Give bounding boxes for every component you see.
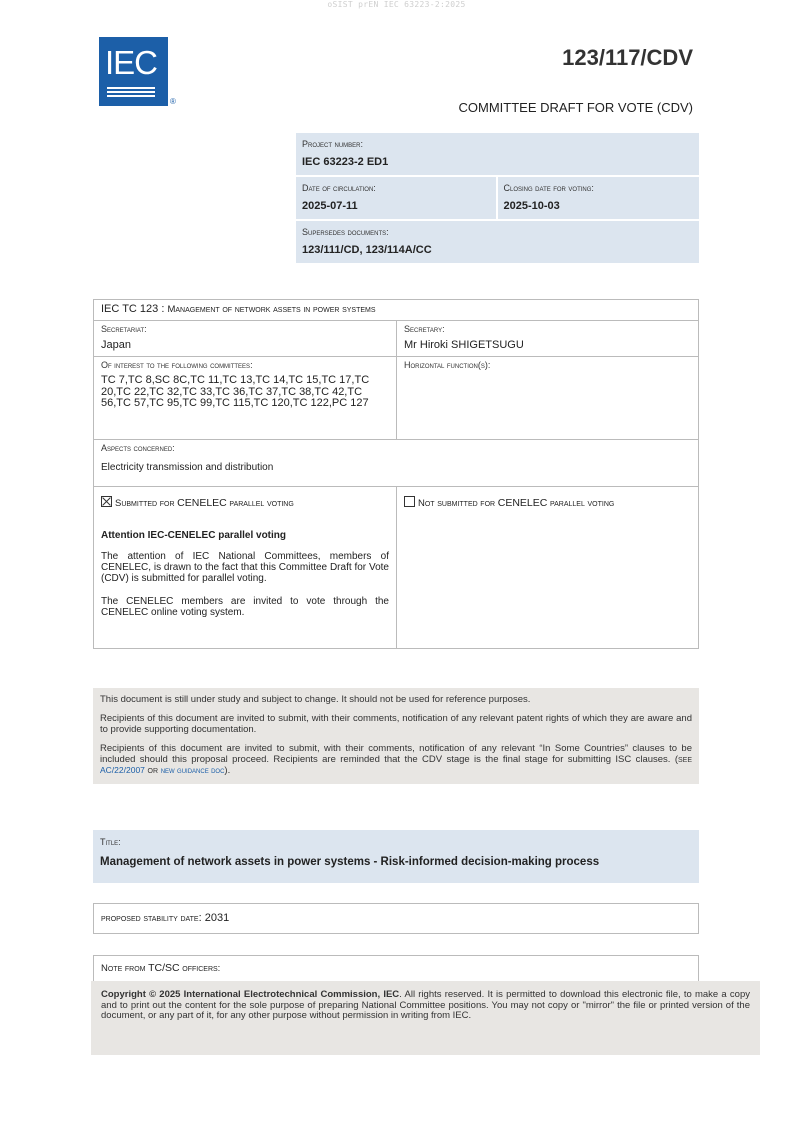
submitted-cenelec: CENELEC bbox=[177, 497, 227, 509]
tc-row bbox=[94, 300, 698, 321]
tc-name: Management of network assets in power systems bbox=[167, 304, 376, 315]
aspects-label: Aspects concerned: bbox=[101, 443, 175, 453]
notice-p3-text: Recipients of this document are invited to submit, with their comments, notification of any relevant “In Some Countries” clauses to be included should this proposal proceed. Recipients are reminded that the CDV stage is the final stage for submitting ISC clauses. ( bbox=[100, 743, 692, 765]
not-submitted-option bbox=[404, 496, 691, 509]
stability-value: 2031 bbox=[204, 912, 230, 924]
not-submitted-cenelec: CENELEC bbox=[497, 497, 548, 509]
horizontal-label: Horizontal function(s): bbox=[404, 360, 491, 370]
notice-p3 bbox=[100, 743, 692, 776]
logo-text: IEC bbox=[105, 44, 158, 81]
stability-sep: : bbox=[198, 912, 205, 924]
copyright-bold: Copyright © 2025 International Electrotechnical Commission, IEC bbox=[101, 989, 400, 1000]
secretary-value: Mr Hiroki SHIGETSUGU bbox=[404, 339, 524, 351]
aspects-cell bbox=[94, 440, 698, 486]
document-type: COMMITTEE DRAFT FOR VOTE (CDV) bbox=[458, 100, 693, 115]
submitted-cell bbox=[94, 487, 396, 648]
note-label-end: officers: bbox=[179, 963, 221, 974]
project-info-box bbox=[296, 133, 699, 263]
horizontal-cell bbox=[396, 357, 698, 439]
notice-close: ). bbox=[224, 765, 231, 776]
title-box bbox=[93, 830, 699, 883]
secretariat-row bbox=[94, 321, 698, 357]
document-number: 123/117/CDV bbox=[562, 45, 693, 70]
logo-line bbox=[107, 95, 155, 97]
see-text: see bbox=[677, 754, 692, 765]
project-number-label: Project number: bbox=[302, 139, 364, 149]
project-number-cell bbox=[296, 133, 699, 177]
empty-checkbox-icon bbox=[404, 496, 415, 507]
submitted-option bbox=[101, 496, 389, 509]
tc-prefix: IEC TC 123 : bbox=[101, 303, 168, 315]
dates-row bbox=[296, 177, 699, 221]
project-number: IEC 63223-2 ED1 bbox=[302, 156, 389, 168]
document-title: Management of network assets in power systems - Risk-informed decision-making process bbox=[100, 856, 600, 868]
voting-row bbox=[94, 487, 698, 648]
notice-p1: This document is still under study and subject to change. It should not be used for reference purposes. bbox=[100, 694, 531, 705]
logo-line bbox=[107, 87, 155, 89]
members-text: The CENELEC members are invited to vote through the CENELEC online voting system. bbox=[101, 596, 389, 618]
stability-label: proposed stability date bbox=[101, 913, 199, 924]
copyright-box bbox=[91, 981, 760, 1055]
aspects-value: Electricity transmission and distribution bbox=[101, 462, 274, 473]
iec-logo bbox=[99, 37, 168, 106]
copyright-text: . All rights reserved. It is permitted to download this electronic file, to make a copy and to print out the content for the sole purpose of preparing National Committee positions. You may not copy or "mirror" the file or printed version of the document, or any part of it, for any other purpose without permission in writing from IEC. bbox=[101, 989, 750, 1021]
tc-cell bbox=[94, 300, 698, 320]
circulation-date: 2025-07-11 bbox=[302, 200, 358, 212]
supersedes-docs: 123/111/CD, 123/114A/CC bbox=[302, 244, 432, 256]
secretary-label: Secretary: bbox=[404, 324, 445, 334]
supersedes-label: Supersedes documents: bbox=[302, 227, 389, 237]
registered-mark: ® bbox=[170, 97, 176, 106]
secretariat-cell bbox=[94, 321, 396, 356]
watermark: oSIST prEN IEC 63223-2:2025 bbox=[327, 0, 466, 9]
interest-cell bbox=[94, 357, 396, 439]
supersedes-cell bbox=[296, 221, 699, 263]
new-guidance-link[interactable]: new guidance doc bbox=[160, 765, 225, 775]
or-text: or bbox=[147, 765, 159, 776]
interest-row bbox=[94, 357, 698, 440]
stability-box bbox=[93, 903, 699, 934]
closing-date: 2025-10-03 bbox=[503, 200, 560, 212]
note-tcsc: TC/SC bbox=[148, 962, 180, 974]
committee-table bbox=[93, 299, 699, 649]
logo-line bbox=[107, 91, 155, 93]
secretariat-label: Secretariat: bbox=[101, 324, 147, 334]
note-label: Note from bbox=[101, 963, 149, 974]
circulation-label: Date of circulation: bbox=[302, 183, 376, 193]
closing-label: Closing date for voting: bbox=[503, 183, 594, 193]
checked-checkbox-icon bbox=[101, 496, 112, 507]
notice-p2: Recipients of this document are invited to submit, with their comments, notification of any relevant patent rights of which they are aware and to provide supporting documentation. bbox=[100, 713, 692, 735]
not-submitted-text-end: parallel voting bbox=[547, 498, 615, 509]
ac-22-2007-link[interactable]: AC/22/2007 bbox=[100, 765, 145, 775]
submitted-text-end: parallel voting bbox=[226, 498, 294, 509]
not-submitted-cell bbox=[396, 487, 698, 648]
submitted-text: Submitted for bbox=[115, 498, 178, 509]
circulation-cell bbox=[296, 177, 498, 219]
interest-label: Of interest to the following committees: bbox=[101, 360, 253, 370]
secretariat-value: Japan bbox=[101, 339, 131, 351]
aspects-row bbox=[94, 440, 698, 487]
title-label: Title: bbox=[100, 837, 121, 847]
secretary-cell bbox=[396, 321, 698, 356]
interest-value: TC 7,TC 8,SC 8C,TC 11,TC 13,TC 14,TC 15,TC 17,TC 20,TC 22,TC 32,TC 33,TC 36,TC 37,TC 38,TC 42,TC 56,TC 57,TC 95,TC 99,TC 115,TC 120,TC 122,PC 127 bbox=[101, 374, 370, 409]
not-submitted-text: Not submitted for bbox=[418, 498, 498, 509]
attention-title: Attention IEC-CENELEC parallel voting bbox=[101, 530, 287, 541]
closing-cell bbox=[498, 177, 700, 219]
notice-box bbox=[93, 688, 699, 784]
attention-text: The attention of IEC National Committees, members of CENELEC, is drawn to the fact that this Committee Draft for Vote (CDV) is submitted for parallel voting. bbox=[101, 551, 389, 584]
